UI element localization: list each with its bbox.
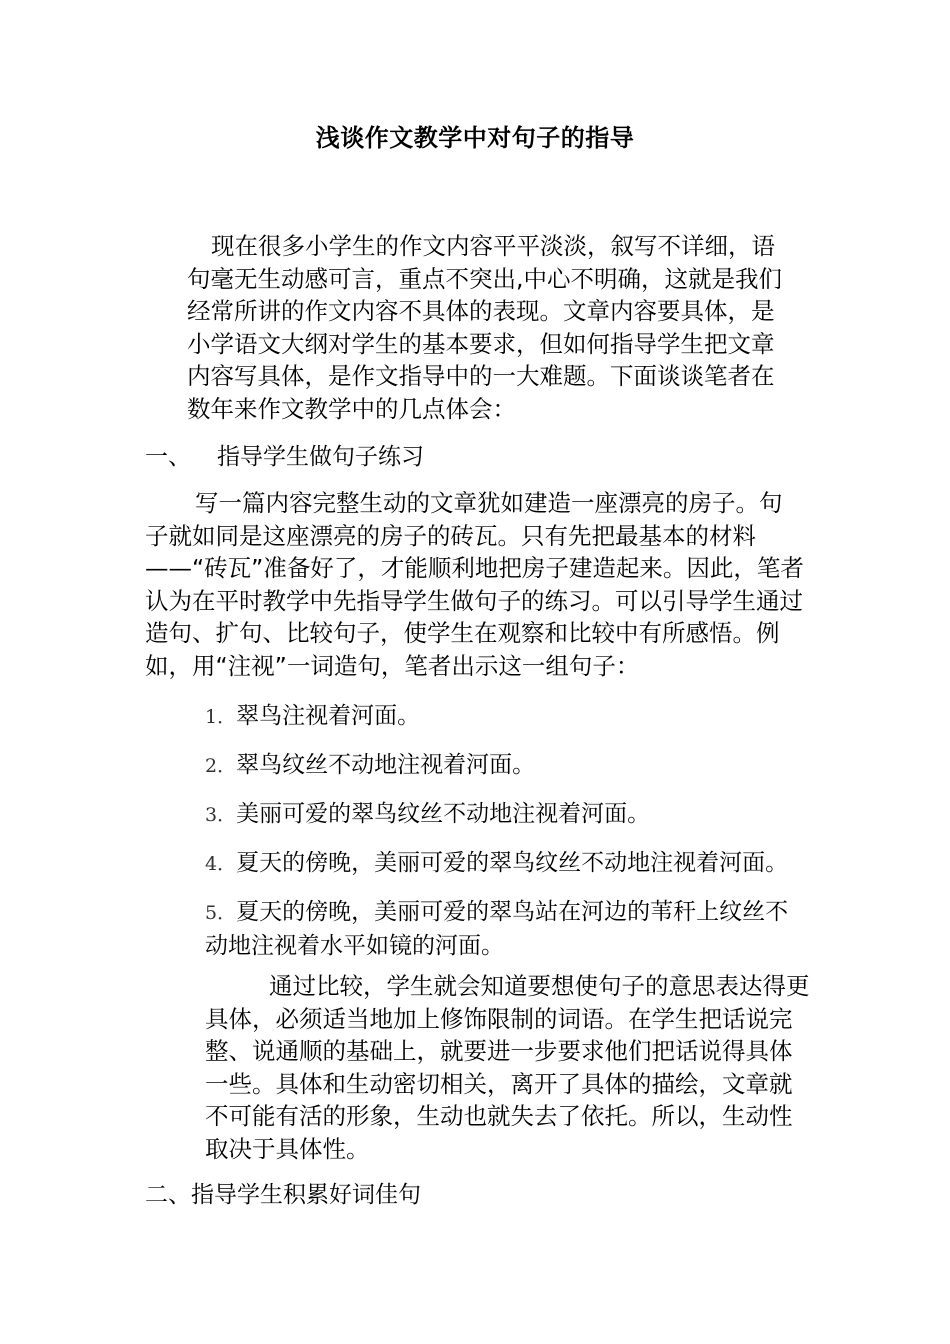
- example-sentence-list: [205, 700, 810, 978]
- example-sentence: 3．美丽可爱的翠鸟纹丝不动地注视着河面。: [205, 801, 651, 827]
- section-1-paragraph: 写一篇内容完整生动的文章犹如建造一座漂亮的房子。句子就如同是这座漂亮的房子的砖瓦。只有先把最基本的材料——“砖瓦”准备好了，才能顺利地把房子建造起来。因此，笔者认为在平时教学中先指导学生做句子的练习。可以引导学生通过造句、扩句、比较句子，使学生在观察和比较中有所感悟。例如，用“注视”一词造句，笔者出示这一组句子：: [145, 489, 804, 680]
- section-1-heading: [145, 442, 424, 472]
- document-title: 浅谈作文教学中对句子的指导: [315, 124, 635, 152]
- section-2-title: 指导学生积累好词佳句: [191, 1182, 421, 1208]
- section-1-title: 指导学生做句子练习: [217, 444, 424, 470]
- section-1-summary: 通过比较，学生就会知道要想使句子的意思表达得更具体，必须适当地加上修饰限制的词语。在学生把话说完整、说通顺的基础上，就要进一步要求他们把话说得具体一些。具体和生动密切相关，离开了具体的描绘，文章就不可能有活的形象，生动也就失去了依托。所以，生动性取决于具体性。: [205, 972, 810, 1163]
- section-1-number: 一、: [145, 444, 191, 470]
- example-sentence: 4．夏天的傍晚，美丽可爱的翠鸟纹丝不动地注视着河面。: [205, 850, 789, 876]
- example-sentence: 1．翠鸟注视着河面。: [205, 703, 421, 729]
- intro-paragraph: 现在很多小学生的作文内容平平淡淡，叙写不详细，语句毫无生动感可言，重点不突出,中心不明确，这就是我们经常所讲的作文内容不具体的表现。文章内容要具体，是小学语文大纲对学生的基本要求，但如何指导学生把文章内容写具体，是作文指导中的一大难题。下面谈谈笔者在数年来作文教学中的几点体会：: [187, 232, 782, 423]
- example-sentence: 2．翠鸟纹丝不动地注视着河面。: [205, 752, 536, 778]
- example-sentence: 5．夏天的傍晚，美丽可爱的翠鸟站在河边的苇秆上纹丝不动地注视着水平如镜的河面。: [205, 899, 789, 959]
- section-2-number: 二、: [145, 1182, 191, 1208]
- section-2-heading: [145, 1180, 421, 1210]
